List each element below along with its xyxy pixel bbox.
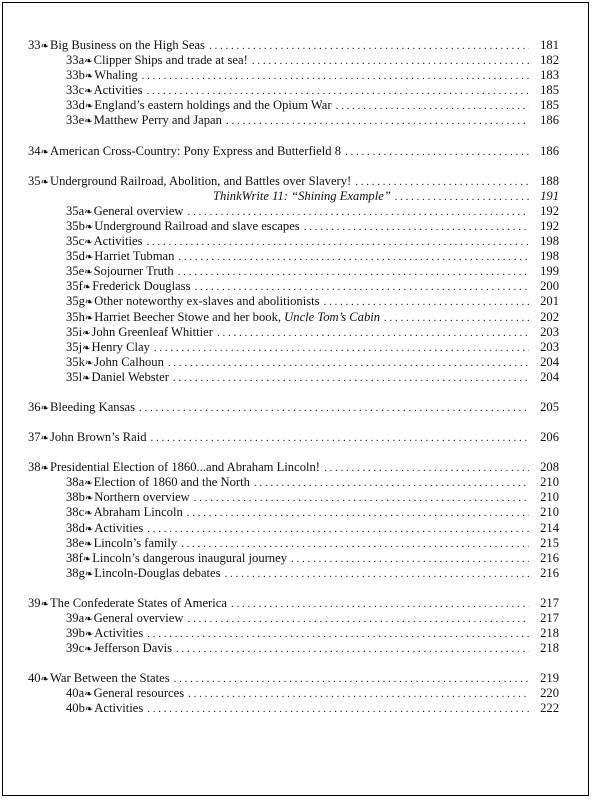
- page-number: 185: [540, 83, 559, 98]
- entry-title: Northern overview: [94, 490, 190, 505]
- page-number: 203: [540, 339, 559, 354]
- page-number: 186: [540, 113, 559, 128]
- entry-number: 38b: [66, 490, 85, 505]
- page-number: 183: [540, 68, 559, 83]
- dot-leader: [147, 522, 529, 537]
- page-number: 186: [540, 143, 559, 158]
- page-number: 188: [540, 173, 559, 188]
- subsection-entry: [28, 98, 559, 113]
- page-number: 217: [540, 595, 559, 610]
- subsection-entry: [28, 641, 559, 656]
- entry-number: 38d: [66, 520, 85, 535]
- toc-section: [28, 671, 559, 716]
- entry-title: ThinkWrite 11: “Shining Example”: [213, 188, 391, 203]
- entry-title: Activities: [94, 520, 144, 535]
- leaf-ornament-icon: ❧: [84, 704, 94, 716]
- subsection-entry: [28, 204, 559, 219]
- dot-leader: [254, 476, 529, 491]
- page-number: 210: [540, 505, 559, 520]
- entry-number: 39: [28, 595, 41, 610]
- dot-leader: [231, 597, 529, 612]
- entry-number: 35k: [66, 354, 85, 369]
- page-number: 198: [540, 249, 559, 264]
- entry-number: 35h: [66, 309, 85, 324]
- dot-leader: [154, 341, 529, 356]
- leaf-ornament-icon: ❧: [84, 101, 94, 113]
- subsection-entry: [28, 68, 559, 83]
- leaf-ornament-icon: ❧: [84, 357, 94, 369]
- subsection-entry: [28, 566, 559, 581]
- leaf-ornament-icon: ❧: [40, 146, 49, 158]
- dot-leader: [178, 265, 529, 280]
- dot-leader: [147, 84, 529, 99]
- entry-number: 33: [28, 38, 41, 52]
- entry-number: 33a: [66, 53, 85, 68]
- chapter-entry: [28, 460, 559, 475]
- entry-number: 33e: [66, 113, 85, 128]
- page-number: 215: [540, 535, 559, 550]
- subsection-entry: [28, 234, 559, 249]
- entry-title: General overview: [93, 203, 184, 218]
- entry-number: 40: [28, 671, 41, 686]
- dot-leader: [151, 431, 529, 446]
- leaf-ornament-icon: ❧: [84, 614, 93, 625]
- subsection-entry: [28, 340, 559, 355]
- dot-leader: [336, 99, 529, 114]
- page-number: 199: [540, 264, 559, 279]
- entry-number: 35c: [66, 234, 85, 249]
- dot-leader: [139, 401, 529, 416]
- entry-title: Daniel Webster: [91, 369, 169, 384]
- dot-leader: [194, 491, 529, 506]
- entry-title: Big Business on the High Seas: [49, 38, 205, 52]
- entry-number: 36: [28, 399, 41, 414]
- entry-number: 35i: [66, 324, 83, 339]
- dot-leader: [345, 145, 529, 160]
- dot-leader: [395, 190, 529, 205]
- table-of-contents: [28, 38, 559, 732]
- leaf-ornament-icon: ❧: [84, 252, 94, 264]
- entry-title: Activities: [93, 83, 143, 98]
- dot-leader: [217, 326, 529, 341]
- entry-title: Underground Railroad and slave escapes: [94, 218, 300, 233]
- dot-leader: [304, 220, 529, 235]
- entry-title: Sojourner Truth: [93, 264, 174, 279]
- entry-title: Underground Railroad, Abolition, and Battles over Slavery!: [49, 173, 352, 188]
- entry-title: General resources: [93, 686, 185, 701]
- subsection-entry: [28, 279, 559, 294]
- subsection-entry: [28, 505, 559, 520]
- page-number: 220: [540, 686, 559, 701]
- entry-number: 38f: [66, 550, 83, 565]
- entry-title: Election of 1860 and the North: [93, 475, 250, 490]
- dot-leader: [209, 39, 529, 54]
- dot-leader: [147, 235, 529, 250]
- subsection-entry: [28, 490, 559, 505]
- dot-leader: [176, 642, 529, 657]
- leaf-ornament-icon: ❧: [84, 267, 93, 279]
- subsection-entry: [28, 521, 559, 536]
- leaf-ornament-icon: ❧: [84, 478, 93, 490]
- subsection-entry: [28, 113, 559, 128]
- subsection-entry: [28, 626, 559, 641]
- page-number: 191: [540, 188, 559, 203]
- leaf-ornament-icon: ❧: [84, 568, 94, 580]
- entry-number: 33c: [66, 83, 85, 98]
- entry-number: 39a: [66, 611, 85, 625]
- entry-number: 37: [28, 430, 41, 445]
- entry-number: 35l: [66, 369, 83, 384]
- subsection-entry: [28, 264, 559, 279]
- dot-leader: [147, 702, 529, 717]
- entry-number: 35b: [66, 218, 85, 233]
- subsection-entry: [28, 355, 559, 370]
- dot-leader: [226, 114, 529, 129]
- subsection-entry: [28, 325, 559, 340]
- page-number: 181: [540, 38, 559, 52]
- page-number: 216: [540, 565, 559, 580]
- subsection-entry: [28, 551, 559, 566]
- leaf-ornament-icon: ❧: [84, 312, 94, 324]
- leaf-ornament-icon: ❧: [84, 644, 93, 656]
- dot-leader: [324, 461, 529, 476]
- toc-section: [28, 38, 559, 129]
- entry-number: 35f: [66, 279, 83, 294]
- entry-title: Clipper Ships and trade at sea!: [93, 53, 248, 68]
- subsection-entry: [28, 53, 559, 68]
- dot-leader: [194, 280, 529, 295]
- chapter-entry: [28, 400, 559, 415]
- dot-leader: [225, 567, 529, 582]
- page-number: 218: [540, 626, 559, 641]
- entry-title: Other noteworthy ex-slaves and abolitionists: [94, 294, 320, 309]
- page-number: 203: [540, 324, 559, 339]
- page-number: 185: [540, 98, 559, 113]
- toc-section: [28, 400, 559, 415]
- leaf-ornament-icon: ❧: [40, 402, 49, 414]
- page-number: 217: [540, 611, 559, 625]
- dot-leader: [252, 54, 529, 69]
- entry-title: General overview: [93, 611, 184, 625]
- page-number: 202: [540, 309, 559, 324]
- subsection-entry: [28, 219, 559, 234]
- subsection-entry: [28, 686, 559, 701]
- subsection-entry: [28, 294, 559, 309]
- leaf-ornament-icon: ❧: [82, 342, 91, 354]
- page-number: 198: [540, 234, 559, 249]
- entry-title: England’s eastern holdings and the Opium War: [94, 98, 332, 113]
- entry-title: Harriet Tubman: [94, 249, 175, 264]
- dot-leader: [187, 612, 529, 627]
- chapter-entry: [28, 38, 559, 53]
- leaf-ornament-icon: ❧: [84, 297, 94, 309]
- toc-section: [28, 596, 559, 656]
- leaf-ornament-icon: ❧: [84, 689, 93, 701]
- entry-title: Jefferson Davis: [93, 641, 173, 656]
- page-number: 218: [540, 641, 559, 656]
- entry-title: Lincoln’s family: [93, 535, 178, 550]
- subsection-entry: [28, 475, 559, 490]
- toc-section: [28, 460, 559, 581]
- leaf-ornament-icon: ❧: [40, 598, 49, 610]
- entry-title: Matthew Perry and Japan: [93, 113, 222, 128]
- thinkwrite-entry: [28, 189, 559, 204]
- leaf-ornament-icon: ❧: [84, 206, 93, 218]
- entry-title: Bleeding Kansas: [49, 399, 135, 414]
- entry-number: 39c: [66, 641, 85, 656]
- subsection-entry: [28, 536, 559, 551]
- page-number: 222: [540, 701, 559, 716]
- leaf-ornament-icon: ❧: [82, 553, 92, 565]
- entry-title: Activities: [94, 626, 144, 641]
- entry-title: Harriet Beecher Stowe and her book, Uncle Tom’s Cabin: [94, 309, 381, 324]
- page-number: 192: [540, 218, 559, 233]
- entry-number: 38c: [66, 505, 85, 520]
- leaf-ornament-icon: ❧: [84, 523, 94, 535]
- leaf-ornament-icon: ❧: [84, 86, 93, 98]
- dot-leader: [291, 552, 529, 567]
- page-number: 201: [540, 294, 559, 309]
- entry-number: 35: [28, 173, 41, 188]
- entry-number: 38g: [66, 565, 85, 580]
- leaf-ornament-icon: ❧: [40, 41, 49, 52]
- entry-number: 35a: [66, 203, 85, 218]
- entry-title: Presidential Election of 1860...and Abraham Lincoln!: [49, 460, 320, 475]
- leaf-ornament-icon: ❧: [40, 463, 49, 475]
- page-number: 205: [540, 399, 559, 414]
- subsection-entry: [28, 249, 559, 264]
- dot-leader: [147, 627, 529, 642]
- dot-leader: [355, 175, 529, 190]
- leaf-ornament-icon: ❧: [82, 327, 91, 339]
- entry-title: Whaling: [94, 68, 138, 83]
- entry-number: 40a: [66, 686, 85, 701]
- leaf-ornament-icon: ❧: [84, 538, 93, 550]
- page-number: 204: [540, 369, 559, 384]
- leaf-ornament-icon: ❧: [84, 56, 93, 68]
- chapter-entry: [28, 596, 559, 611]
- leaf-ornament-icon: ❧: [40, 674, 49, 686]
- entry-number: 33b: [66, 68, 85, 83]
- entry-number: 35d: [66, 249, 85, 264]
- page-number: 216: [540, 550, 559, 565]
- entry-title: Lincoln-Douglas debates: [94, 565, 221, 580]
- page-number: 219: [540, 671, 559, 686]
- page-number: 206: [540, 430, 559, 445]
- chapter-entry: [28, 430, 559, 445]
- page-number: 214: [540, 520, 559, 535]
- entry-title: Abraham Lincoln: [93, 505, 183, 520]
- page-number: 192: [540, 203, 559, 218]
- leaf-ornament-icon: ❧: [40, 433, 49, 445]
- entry-number: 35j: [66, 339, 83, 354]
- entry-title: Lincoln’s dangerous inaugural journey: [92, 550, 287, 565]
- entry-number: 38: [28, 460, 41, 475]
- chapter-entry: [28, 671, 559, 686]
- dot-leader: [174, 672, 529, 687]
- entry-title: Frederick Douglass: [92, 279, 191, 294]
- chapter-entry: [28, 174, 559, 189]
- subsection-entry: [28, 310, 559, 325]
- page-number: 208: [540, 460, 559, 475]
- page-number: 204: [540, 354, 559, 369]
- subsection-entry: [28, 83, 559, 98]
- entry-number: 35e: [66, 264, 85, 279]
- dot-leader: [178, 250, 529, 265]
- entry-title: Henry Clay: [91, 339, 150, 354]
- leaf-ornament-icon: ❧: [84, 629, 94, 641]
- dot-leader: [173, 371, 529, 386]
- dot-leader: [384, 311, 529, 326]
- page-number: 182: [540, 53, 559, 68]
- leaf-ornament-icon: ❧: [82, 372, 91, 384]
- entry-number: 34: [28, 143, 41, 158]
- page-number: 210: [540, 490, 559, 505]
- entry-number: 38a: [66, 475, 85, 490]
- toc-section: [28, 430, 559, 445]
- dot-leader: [187, 506, 529, 521]
- entry-title: The Confederate States of America: [49, 595, 227, 610]
- entry-title: John Greenleaf Whittier: [91, 324, 213, 339]
- entry-title: John Calhoun: [94, 354, 164, 369]
- entry-title: War Between the States: [49, 671, 170, 686]
- entry-number: 33d: [66, 98, 85, 113]
- leaf-ornament-icon: ❧: [82, 282, 92, 294]
- leaf-ornament-icon: ❧: [84, 221, 94, 233]
- dot-leader: [324, 295, 529, 310]
- page-number: 200: [540, 279, 559, 294]
- leaf-ornament-icon: ❧: [84, 116, 93, 128]
- entry-number: 40b: [66, 701, 85, 716]
- entry-title: Activities: [93, 234, 143, 249]
- entry-title-italic: Uncle Tom’s Cabin: [284, 309, 381, 324]
- leaf-ornament-icon: ❧: [84, 493, 94, 505]
- entry-title: American Cross-Country: Pony Express and Butterfield 8: [49, 143, 341, 158]
- leaf-ornament-icon: ❧: [84, 237, 93, 249]
- toc-section: [28, 174, 559, 385]
- entry-number: 38e: [66, 535, 85, 550]
- dot-leader: [168, 356, 529, 371]
- entry-title: Activities: [94, 701, 144, 716]
- dot-leader: [142, 69, 529, 84]
- subsection-entry: [28, 701, 559, 716]
- toc-section: [28, 144, 559, 159]
- leaf-ornament-icon: ❧: [40, 176, 49, 188]
- subsection-entry: [28, 370, 559, 385]
- dot-leader: [181, 537, 529, 552]
- dot-leader: [188, 687, 529, 702]
- entry-title: John Brown’s Raid: [49, 430, 147, 445]
- entry-number: 39b: [66, 626, 85, 641]
- leaf-ornament-icon: ❧: [84, 71, 94, 83]
- subsection-entry: [28, 611, 559, 626]
- chapter-entry: [28, 144, 559, 159]
- leaf-ornament-icon: ❧: [84, 508, 93, 520]
- entry-number: 35g: [66, 294, 85, 309]
- dot-leader: [187, 205, 529, 220]
- page-number: 210: [540, 475, 559, 490]
